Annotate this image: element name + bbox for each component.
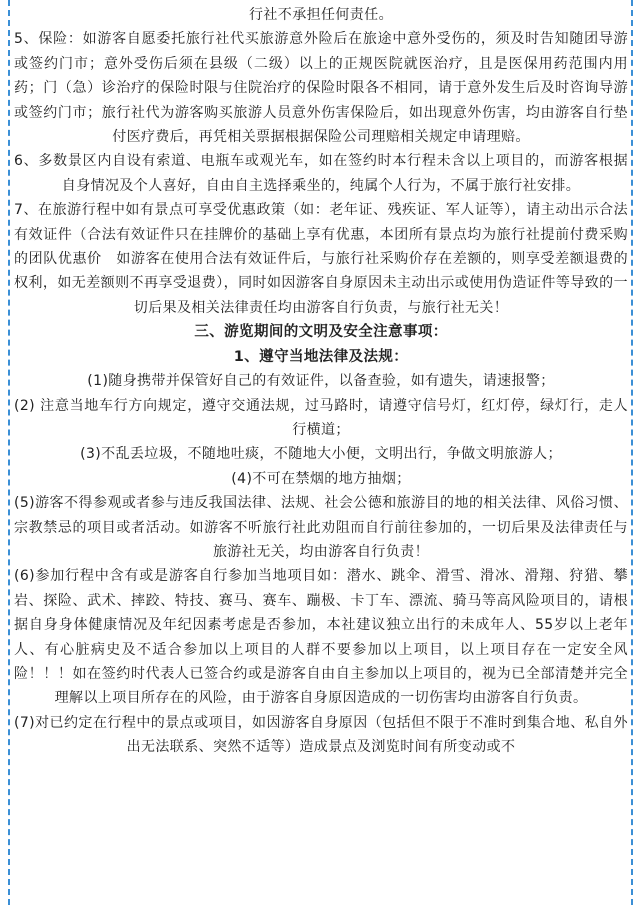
right-dashed-border xyxy=(631,0,633,905)
paragraph-continuation: 行社不承担任何责任。 xyxy=(249,7,393,23)
rule-item-7: (7)对已约定在行程中的景点或项目，如因游客自身原因（包括但不限于不准时到集合地、私自外出无法联系、突然不适等）造成景点及浏览时间有所变动或不 xyxy=(14,714,628,756)
rule-item-1: (1)随身携带并保管好自己的有效证件，以备查验，如有遗失，请速报警； xyxy=(87,373,555,390)
rule-item-3: (3)不乱丢垃圾，不随地吐痰，不随地大小便，文明出行，争做文明旅游人； xyxy=(80,446,562,463)
rule-item-5: (5)游客不得参观或者参与违反我国法律、法规、社会公德和旅游目的地的相关法律、风俗习惯、宗教禁忌的项目或者活动。如游客不听旅行社此劝阻而自行前往参加的，一切后果及法律责任与旅游社无关，均由游客自行负责！ xyxy=(14,495,628,560)
document-body xyxy=(14,3,628,760)
paragraph-scenic-transport: 6、多数景区内自设有索道、电瓶车或观光车，如在签约时本行程未含以上项目的，而游客根据自身情况及个人喜好，自由自主选择乘坐的，纯属个人行为，不属于旅行社安排。 xyxy=(14,153,628,194)
paragraph-insurance: 5、保险：如游客自愿委托旅行社代买旅游意外险后在旅途中意外受伤的，须及时告知随团导游或签约门市；意外受伤后须在县级（二级）以上的正规医院就医治疗，且是医保用药范围内用药；门（急）诊治疗的保险时限与住院治疗的保险时限各不相同，请于意外发生后及时咨询导游或签约门市；旅行社代为游客购买旅游人员意外伤害保险后，如出现意外伤害，均由游客自行垫付医疗费后，再凭相关票据根据保险公司理赔相关规定申请理赔。 xyxy=(14,31,628,146)
left-dashed-border xyxy=(8,0,10,905)
rule-item-6: (6)参加行程中含有或是游客自行参加当地项目如：潜水、跳伞、滑雪、滑冰、滑翔、狩猎、攀岩、探险、武术、摔跤、特技、赛马、赛车、蹦极、卡丁车、漂流、骑马等高风险项目的，请根据自身身体健康情况及年纪因素考虑是否参加，本社建议独立出行的未成年人、55岁以上老年人、有心脏病史及不适合参加以上项目的人群不要参加以上项目，以上项目存在一定安全风险！！！如在签约时代表人已签合约或是游客自由自主参加以上项目的，视为已全部清楚并完全理解以上项目所存在的风险，由于游客自身原因造成的一切伤害均由游客自行负责。 xyxy=(14,568,628,707)
subsection-heading: 1、遵守当地法律及法规： xyxy=(233,348,409,365)
section-heading: 三、游览期间的文明及安全注意事项： xyxy=(194,324,448,341)
paragraph-discount-policy: 7、在旅游行程中如有景点可享受优惠政策（如：老年证、残疾证、军人证等），请主动出示合法有效证件（合法有效证件只在挂牌价的基础上享有优惠，本团所有景点均为旅行社提前付费采购的团队优惠价 如游客在使用合法有效证件后，与旅行社采购价存在差额的，则享受差额退费的权利，如无差额则不再享受退费），同时如因游客自身原因未主动出示或使用伪造证件等导致的一切后果及相关法律责任均由游客自行负责，与旅行社无关！ xyxy=(14,202,628,316)
rule-item-2: (2) 注意当地车行方向规定，遵守交通法规，过马路时，请遵守信号灯，红灯停，绿灯行，走人行横道； xyxy=(14,397,628,438)
rule-item-4: (4)不可在禁烟的地方抽烟； xyxy=(231,470,411,487)
